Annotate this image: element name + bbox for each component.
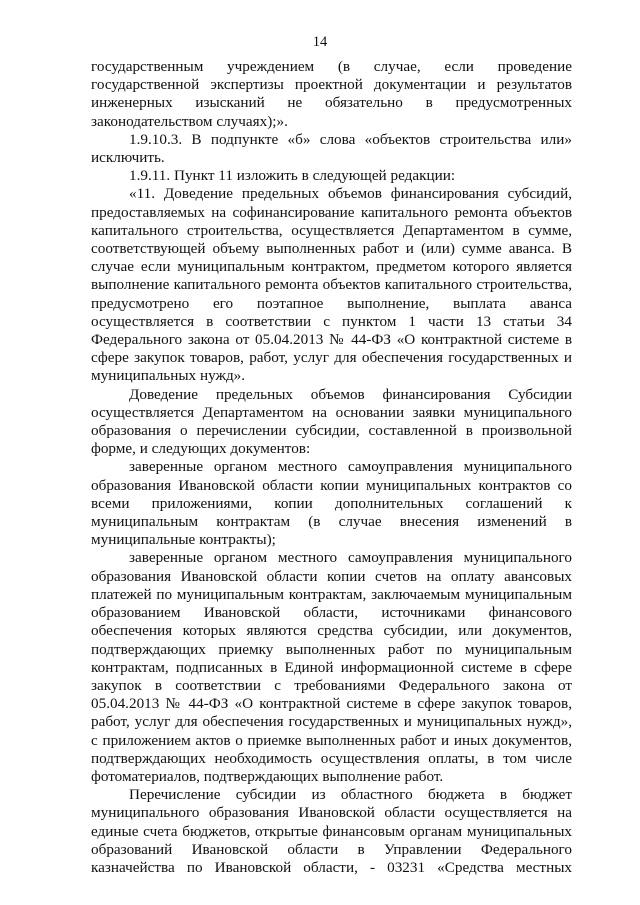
paragraph-point-11: «11. Доведение предельных объемов финансирования субсидий, предоставляемых на софинансирование капитального ремонта объектов капитального строительства, осуществляется Департаментом в сумме, соответствующей объему выполненных работ и (или) сумме аванса. В случае если муниципальным контрактом, предметом которого является выполнение капитального ремонта объектов капитального строительства, предусмотрено его поэтапное выполнение, выплата аванса осуществляется в соответствии с пунктом 1 части 13 статьи 34 Федерального закона от 05.04.2013 № 44-ФЗ «О контрактной системе в сфере закупок товаров, работ, услуг для обеспечения государственных и муниципальных нужд». bbox=[91, 185, 572, 385]
paragraph-contract-copies: заверенные органом местного самоуправления муниципального образования Ивановской области копии муниципальных контрактов со всеми приложениями, копии дополнительных соглашений к муниципальным контрактам (в случае внесения изменений в муниципальные контракты); bbox=[91, 458, 572, 549]
paragraph-subsidy-transfer: Перечисление субсидии из областного бюджета в бюджет муниципального образования Ивановской области осуществляется на единые счета бюджетов, открытые финансовым органам муниципальных образований Ивановской области в Управлении Федерального казначейства по Ивановской области, - 03231 «Средства местных bbox=[91, 786, 572, 876]
paragraph-invoice-copies: заверенные органом местного самоуправления муниципального образования Ивановской области копии счетов на оплату авансовых платежей по муниципальным контрактам, заключаемым муниципальным образованием Ивановской области, источниками финансового обеспечения которых являются средства субсидии, или документов, подтверждающих приемку выполненных работ по муниципальным контрактам, подписанных в Единой информационной системе в сфере закупок в соответствии с требованиями Федерального закона от 05.04.2013 № 44-ФЗ «О контрактной системе в сфере закупок товаров, работ, услуг для обеспечения государственных и муниципальных нужд», с приложением актов о приемке выполненных работ и иных документов, подтверждающих необходимость осуществления оплаты, в том числе фотоматериалов, подтверждающих выполнение работ. bbox=[91, 549, 572, 785]
paragraph-1-9-10-3: 1.9.10.3. В подпункте «б» слова «объектов строительства или» исключить. bbox=[91, 130, 572, 167]
paragraph-continuation: государственным учреждением (в случае, если проведение государственной экспертизы проектной документации и результатов инженерных изысканий не обязательно в предусмотренных законодательством случаях);». bbox=[91, 58, 572, 130]
paragraph-1-9-11: 1.9.11. Пункт 11 изложить в следующей редакции: bbox=[129, 167, 456, 185]
page-number: 14 bbox=[312, 34, 328, 50]
paragraph-funding-limits: Доведение предельных объемов финансирования Субсидии осуществляется Департаментом на основании заявки муниципального образования о перечислении субсидии, составленной в произвольной форме, и следующих документов: bbox=[91, 385, 572, 458]
document-body bbox=[91, 58, 572, 877]
